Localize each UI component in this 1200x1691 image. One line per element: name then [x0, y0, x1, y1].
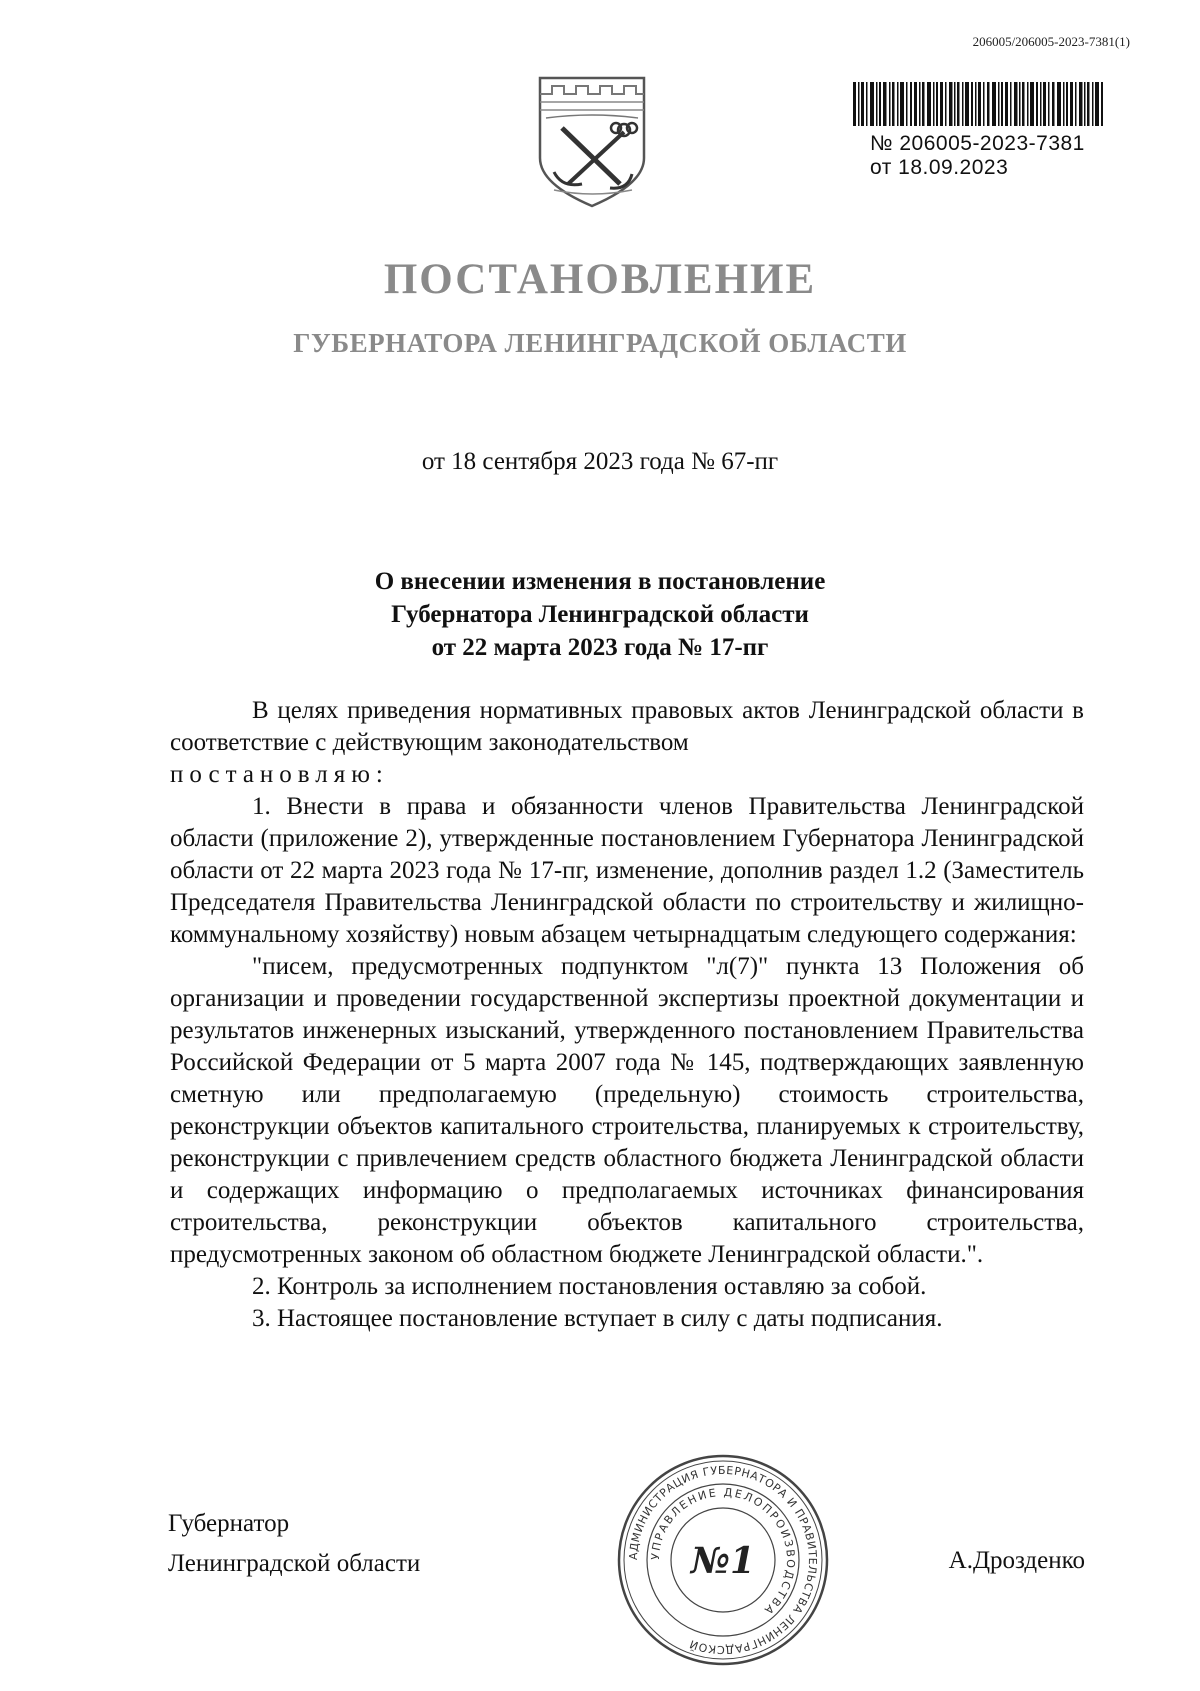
document-date: от 18 сентября 2023 года № 67-пг: [421, 448, 779, 475]
document-reference: 206005/206005-2023-7381(1): [972, 34, 1130, 49]
signatory-position: [168, 1504, 420, 1584]
title-line: Губернатора Ленинградской области: [391, 601, 809, 628]
document-body: [170, 695, 1084, 1335]
title-line: от 22 марта 2023 года № 17-пг: [431, 634, 769, 661]
resolve-word: постановляю:: [170, 761, 389, 788]
issuer-heading: ГУБЕРНАТОРА ЛЕНИНГРАДСКОЙ ОБЛАСТИ: [293, 328, 907, 358]
position-line: Ленинградской области: [168, 1550, 421, 1577]
barcode-icon: [853, 82, 1103, 126]
seal-center-number: №1: [690, 1540, 756, 1582]
paragraph-1: 1. Внести в права и обязанности членов Правительства Ленинградской области (приложение 2), утвержденные постановлением Губернатора Ленинградской области от 22 марта 2023 года № 17-пг, изменение, дополнив раздел 1.2 (Заместитель Председателя Правительства Ленинградской области по строительству и жилищно-коммунальному хозяйству) новым абзацем четырнадцатым следующего содержания:: [170, 793, 1084, 948]
document-type-heading: ПОСТАНОВЛЕНИЕ: [383, 256, 817, 303]
seal-outer-text: АДМИНИСТРАЦИЯ ГУБЕРНАТОРА И ПРАВИТЕЛЬСТВА ЛЕНИНГРАДСКОЙ: [626, 1463, 820, 1657]
paragraph-3: 3. Настоящее постановление вступает в силу с даты подписания.: [252, 1305, 943, 1332]
seal-inner-text: УПРАВЛЕНИЕ ДЕЛОПРОИЗВОДСТВА: [648, 1485, 798, 1618]
registration-date: от 18.09.2023: [870, 156, 1009, 179]
position-line: Губернатор: [168, 1510, 290, 1537]
coat-of-arms-icon: [532, 72, 652, 210]
title-line: О внесении изменения в постановление: [374, 568, 826, 595]
quoted-amendment: "писем, предусмотренных подпунктом "л(7)" пункта 13 Положения об организации и проведении государственной экспертизы проектной документации и результатов инженерных изысканий, утвержденного постановлением Правительства Российской Федерации от 5 марта 2007 года № 145, подтверждающих заявленную сметную или предполагаемую (предельную) стоимость строительства, реконструкции объектов капитального строительства, планируемых к строительству, реконструкции с привлечением средств областного бюджета Ленинградской области и содержащих информацию о предполагаемых источниках финансирования строительства, реконструкции объектов капитального строительства, предусмотренных законом об областном бюджете Ленинградской области.".: [170, 953, 1084, 1268]
official-seal-stamp: [614, 1451, 832, 1669]
signatory-name: А.Дрозденко: [948, 1547, 1085, 1574]
intro-paragraph: В целях приведения нормативных правовых актов Ленинградской области в соответствие с действующим законодательством: [170, 697, 1084, 756]
registration-number: № 206005-2023-7381: [870, 132, 1085, 155]
document-title: [0, 565, 1200, 664]
paragraph-2: 2. Контроль за исполнением постановления оставляю за собой.: [252, 1273, 927, 1300]
